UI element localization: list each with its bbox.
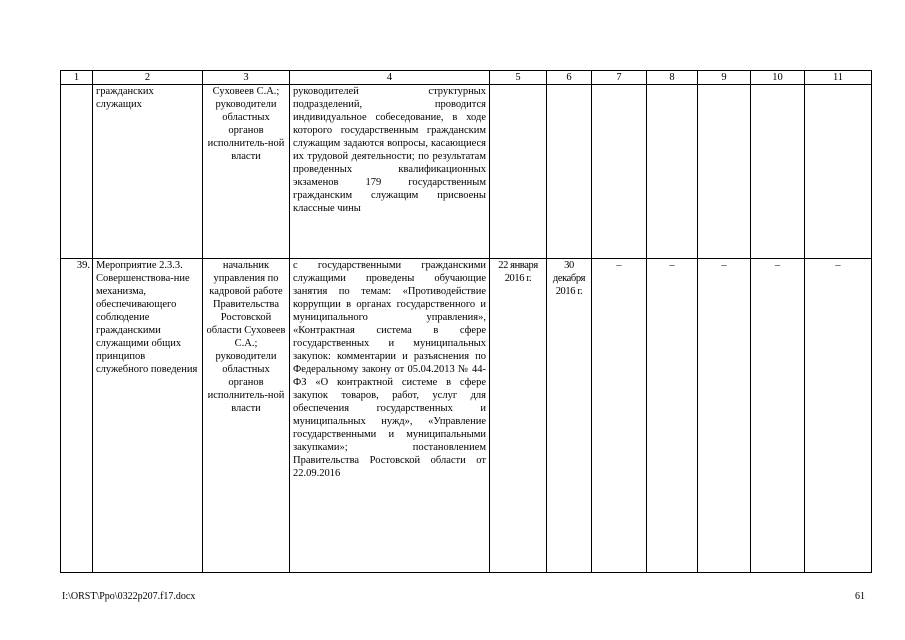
header-cell: 10: [751, 71, 805, 85]
value-cell: [647, 85, 698, 259]
value-cell: –: [751, 259, 805, 573]
header-cell: 4: [290, 71, 490, 85]
header-cell: 3: [203, 71, 290, 85]
result-cell: с государственными гражданскими служащими проведены обучающие занятия по темам: «Противодействие коррупции в органах государственного и муниципального управления», «Контрактная система в сфере государственных и муниципальных закупок: комментарии и разъяснения по Федеральному закону от 05.04.2013 № 44-ФЗ «О контрактной системе в сфере закупок товаров, работ, услуг для обеспечения государственных и муниципальных нужд», «Управление государственными и муниципальными закупками»; постановлением Правительства Ростовской области от 22.09.2016: [290, 259, 490, 573]
value-cell: –: [805, 259, 872, 573]
table-row: [61, 85, 872, 259]
value-cell: –: [647, 259, 698, 573]
actual-date-cell: 30 декабря 2016 г.: [547, 259, 592, 573]
actual-date-cell: [547, 85, 592, 259]
activity-cell: Мероприятие 2.3.3. Совершенствова-ние механизма, обеспечивающего соблюдение гражданскими служащими общих принципов служебного поведения: [93, 259, 203, 573]
table-row: [61, 259, 872, 573]
header-cell: 11: [805, 71, 872, 85]
result-cell: руководителей структурных подразделений, проводится индивидуальное собеседование, в ходе которого государственным гражданским служащим задаются вопросы, касающиеся их трудовой деятельности; по результатам проведенных квалификационных экзаменов 179 государственным гражданским служащим присвоены классные чины: [290, 85, 490, 259]
header-cell: 9: [698, 71, 751, 85]
value-cell: –: [698, 259, 751, 573]
value-cell: –: [592, 259, 647, 573]
responsible-cell: начальник управления по кадровой работе Правительства Ростовской области Суховеев С.А.; руководители областных органов исполнитель-ной власти: [203, 259, 290, 573]
planned-date-cell: 22 января 2016 г.: [490, 259, 547, 573]
page-number: 61: [855, 591, 865, 602]
header-cell: 7: [592, 71, 647, 85]
header-cell: 8: [647, 71, 698, 85]
report-table: [60, 70, 872, 573]
value-cell: [805, 85, 872, 259]
value-cell: [698, 85, 751, 259]
row-number-cell: [61, 85, 93, 259]
value-cell: [751, 85, 805, 259]
header-cell: 6: [547, 71, 592, 85]
file-path: I:\ORST\Ppo\0322p207.f17.docx: [62, 591, 196, 602]
value-cell: [592, 85, 647, 259]
header-cell: 5: [490, 71, 547, 85]
row-number-cell: 39.: [61, 259, 93, 573]
header-cell: 1: [61, 71, 93, 85]
planned-date-cell: [490, 85, 547, 259]
activity-cell: гражданских служащих: [93, 85, 203, 259]
responsible-cell: Суховеев С.А.; руководители областных органов исполнитель-ной власти: [203, 85, 290, 259]
header-cell: 2: [93, 71, 203, 85]
header-row: [61, 71, 872, 85]
